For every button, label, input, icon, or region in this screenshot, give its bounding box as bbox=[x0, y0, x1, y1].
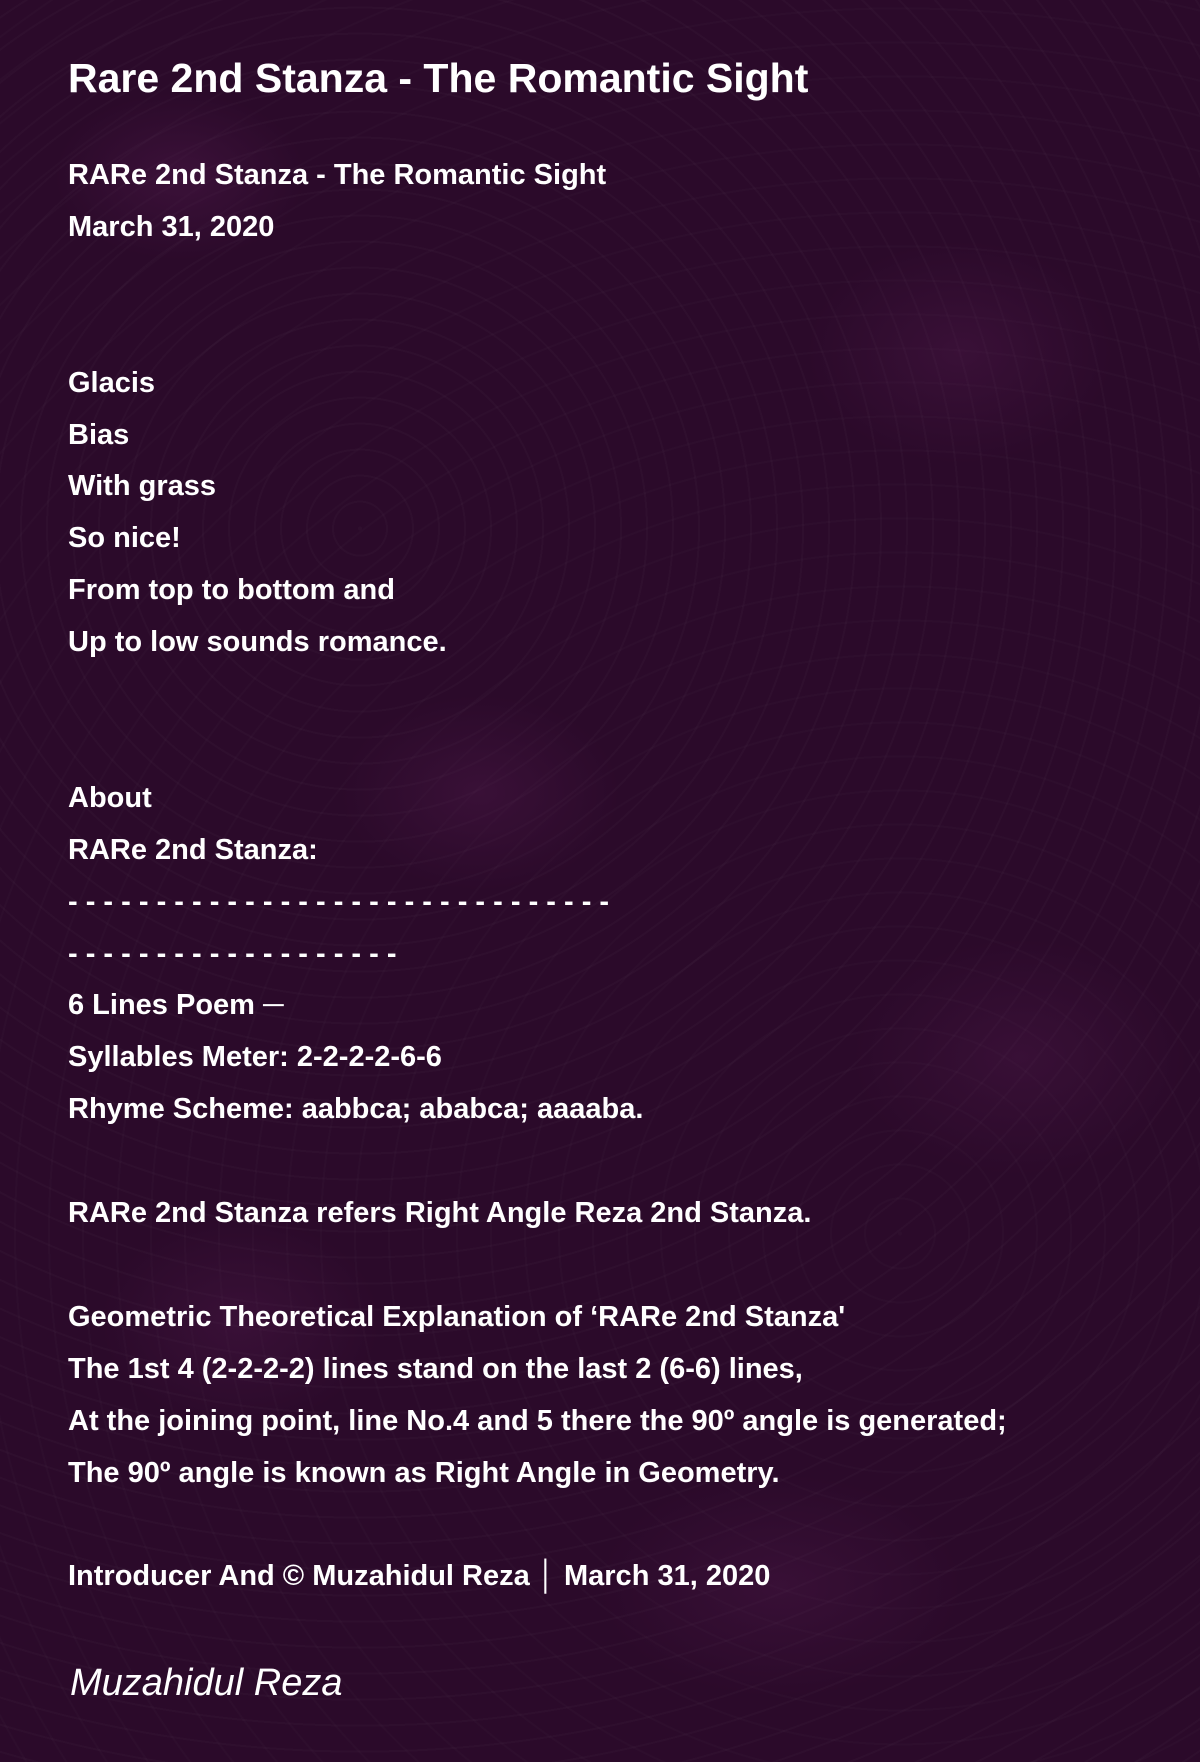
poem-line: Glacis bbox=[68, 366, 156, 399]
poem-line: Geometric Theoretical Explanation of ‘RARe 2nd Stanza' bbox=[68, 1300, 846, 1333]
poem-line bbox=[68, 1499, 1148, 1551]
poem-line: March 31, 2020 bbox=[68, 210, 275, 243]
poem-line: - - - - - - - - - - - - - - - - - - - - - - - - - - - - - - - bbox=[68, 885, 610, 918]
poem-author: Muzahidul Reza bbox=[70, 1662, 343, 1704]
poem-line bbox=[68, 306, 1148, 358]
poem-line bbox=[68, 1136, 1148, 1188]
poem-line: At the joining point, line No.4 and 5 there the 90º angle is generated; bbox=[68, 1404, 1007, 1437]
poem-line: RARe 2nd Stanza - The Romantic Sight bbox=[68, 159, 607, 191]
poem-line bbox=[68, 1240, 1148, 1292]
poem-line bbox=[68, 721, 1148, 773]
poem-title: Rare 2nd Stanza - The Romantic Sight bbox=[68, 55, 809, 101]
poem-line: So nice! bbox=[68, 522, 181, 555]
poem-line: RARe 2nd Stanza refers Right Angle Reza 2nd Stanza. bbox=[68, 1197, 812, 1230]
poem-line: From top to bottom and bbox=[68, 574, 395, 607]
poem-line: The 1st 4 (2-2-2-2) lines stand on the last 2 (6-6) lines, bbox=[68, 1352, 803, 1385]
poem-line: Bias bbox=[68, 418, 130, 451]
poem-line: Syllables Meter: 2-2-2-2-6-6 bbox=[68, 1041, 442, 1074]
poem-line: About bbox=[68, 781, 152, 814]
poem-line bbox=[68, 669, 1148, 721]
poem-line: Rhyme Scheme: aabbca; ababca; aaaaba. bbox=[68, 1093, 644, 1126]
poem-card bbox=[68, 50, 1148, 1603]
poem-line: 6 Lines Poem ─ bbox=[68, 989, 284, 1022]
poem-line: With grass bbox=[68, 470, 216, 503]
poem-line: Introducer And © Muzahidul Reza │ March 31, 2020 bbox=[68, 1560, 771, 1593]
poem-line: RARe 2nd Stanza: bbox=[68, 833, 318, 866]
poem-line: The 90º angle is known as Right Angle in Geometry. bbox=[68, 1456, 780, 1489]
poem-line: Up to low sounds romance. bbox=[68, 626, 447, 659]
poem-line bbox=[68, 254, 1148, 306]
poem-body bbox=[68, 150, 1148, 1603]
poem-line: - - - - - - - - - - - - - - - - - - - bbox=[68, 937, 397, 970]
